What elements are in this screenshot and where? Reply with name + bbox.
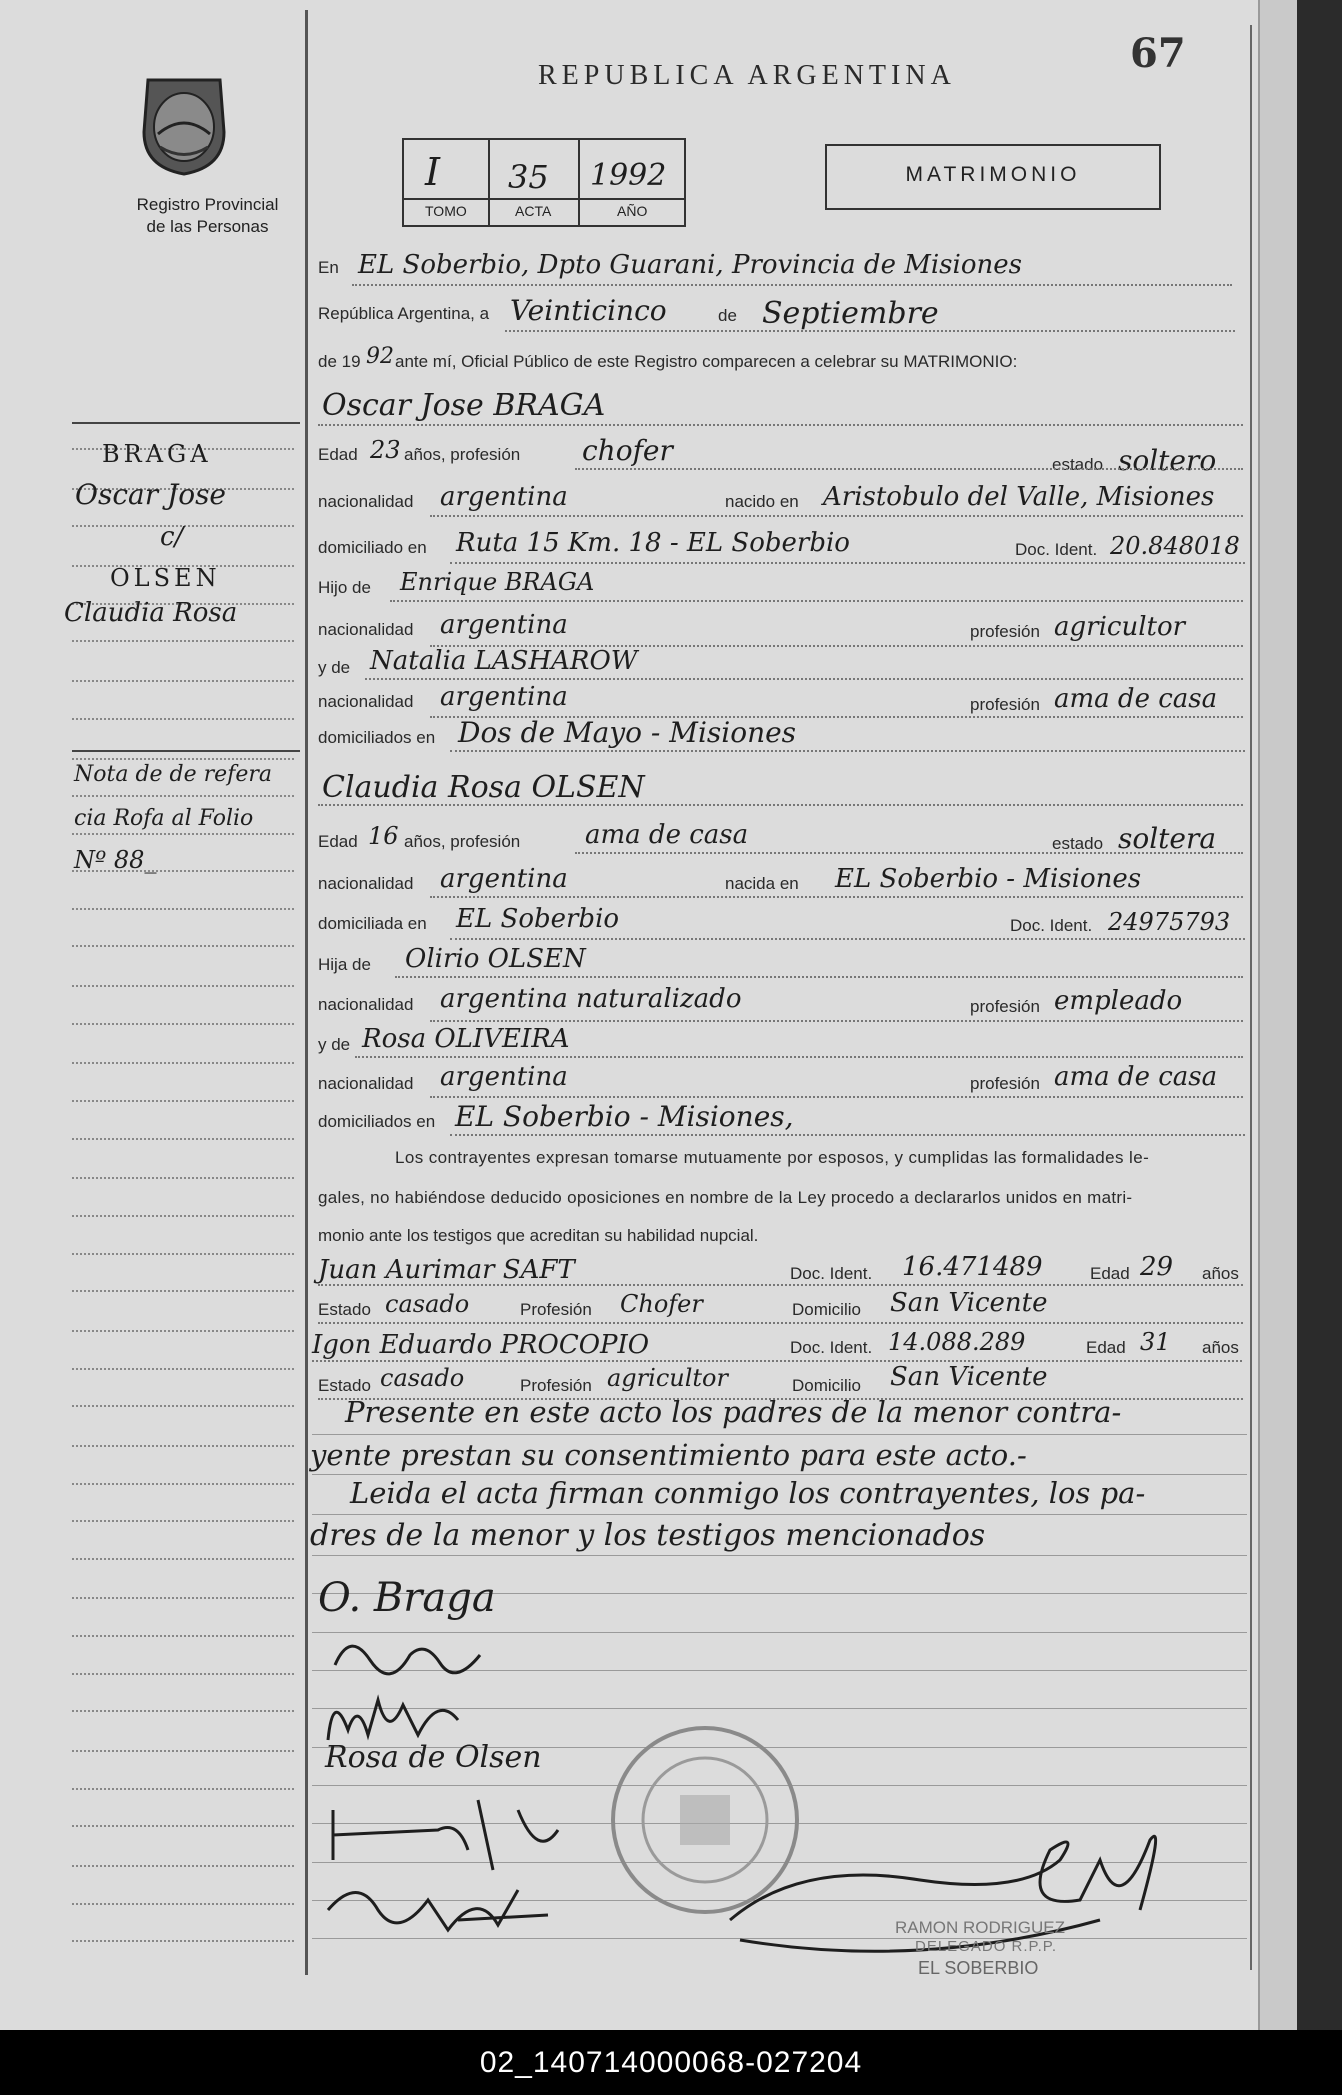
witness1-edad-label: Edad — [1090, 1264, 1130, 1283]
marriage-place: EL Soberbio, Dpto Guarani, Provincia de Misiones — [358, 250, 1022, 280]
witness2-estado-label: Estado — [318, 1376, 371, 1395]
marriage-month: Septiembre — [762, 296, 939, 331]
margin-line — [72, 640, 294, 643]
margin-line — [72, 1520, 294, 1523]
groom-edad: 23 — [370, 436, 401, 464]
margin-line — [72, 1597, 294, 1600]
groom-domicilio: Ruta 15 Km. 18 - EL Soberbio — [456, 528, 850, 558]
country-title: REPUBLICA ARGENTINA — [538, 60, 956, 91]
tomo-label: TOMO — [425, 203, 467, 219]
bride-domicilio: EL Soberbio — [456, 904, 620, 934]
marriage-day: Veinticinco — [510, 294, 667, 327]
margin-line — [72, 1710, 294, 1713]
note-line2: yente prestan su consentimiento para este acto.- — [310, 1438, 1027, 1472]
margin-line — [72, 1215, 294, 1218]
groom-edad-label: Edad — [318, 445, 358, 464]
groom-father-prof-label: profesión — [970, 622, 1040, 641]
groom-father-prof: agricultor — [1054, 612, 1186, 642]
year-suffix: 92 — [366, 344, 394, 369]
bride-father-prof-label: profesión — [970, 997, 1040, 1016]
fill-line — [355, 1056, 1243, 1058]
groom-nacido-label: nacido en — [725, 492, 799, 511]
bride-mother-nac: argentina — [440, 1062, 568, 1092]
margin-line — [72, 1483, 294, 1486]
margin-line — [72, 1100, 294, 1103]
fill-line — [390, 600, 1243, 602]
groom-parents-dom: Dos de Mayo - Misiones — [458, 716, 797, 749]
margin-line — [72, 1865, 294, 1868]
declaration-line2: gales, no habiéndose deducido oposiciones en nombre de la Ley procedo a declararlos unidos en matri- — [318, 1188, 1133, 1207]
witness1-domicilio-label: Domicilio — [792, 1300, 861, 1319]
witness1-doc-label: Doc. Ident. — [790, 1264, 873, 1283]
tomo-value: I — [425, 150, 441, 194]
witness2-doc-label: Doc. Ident. — [790, 1338, 873, 1357]
witness1-profesion-label: Profesión — [520, 1300, 592, 1319]
bride-estado-label: estado — [1052, 834, 1104, 853]
fill-line — [395, 976, 1243, 978]
groom-mother-nac-label: nacionalidad — [318, 692, 414, 711]
margin-line — [72, 1635, 294, 1638]
margin-line — [72, 945, 294, 948]
margin-separator — [72, 422, 300, 424]
fill-line — [575, 468, 1243, 470]
margin-note-line3: Nº 88_ — [74, 846, 157, 874]
margin-line — [72, 1023, 294, 1026]
bride-father-prof: empleado — [1054, 986, 1183, 1016]
act-type: MATRIMONIO — [905, 163, 1081, 186]
ano-label: AÑO — [617, 203, 648, 219]
margin-line — [72, 1253, 294, 1256]
fill-line — [318, 804, 1243, 806]
stamp-title: DELEGADO R.P.P. — [915, 1938, 1058, 1955]
margin-line — [72, 1825, 294, 1828]
en-label: En — [318, 258, 339, 277]
stamp-name: RAMON RODRIGUEZ — [895, 1918, 1065, 1937]
signature-groom: O. Braga — [318, 1575, 496, 1621]
margin-line — [72, 1290, 294, 1293]
bride-nacida-label: nacida en — [725, 874, 799, 893]
signature-witness2-scribble — [318, 1870, 578, 1955]
groom-nacionalidad: argentina — [440, 482, 568, 512]
bride-doc-label: Doc. Ident. — [1010, 916, 1093, 935]
groom-nacido: Aristobulo del Valle, Misiones — [823, 482, 1215, 512]
margin-line — [72, 795, 294, 798]
acta-label: ACTA — [515, 203, 552, 219]
margin-line — [72, 1558, 294, 1561]
bride-dom-label: domiciliada en — [318, 914, 427, 933]
fill-line — [505, 330, 1235, 332]
box-divider — [404, 198, 684, 200]
bride-estado: soltera — [1118, 822, 1217, 855]
fill-line — [430, 515, 1243, 517]
bride-mother-prof: ama de casa — [1054, 1062, 1218, 1092]
republica-label: República Argentina, a — [318, 304, 490, 323]
groom-nac-label: nacionalidad — [318, 492, 414, 511]
fill-line — [365, 678, 1243, 680]
margin-bride-surname: OLSEN — [110, 564, 221, 592]
margin-line — [72, 1788, 294, 1791]
witness2-domicilio-label: Domicilio — [792, 1376, 861, 1395]
margin-line — [72, 1138, 294, 1141]
ruled-line — [312, 1555, 1247, 1556]
groom-doc: 20.848018 — [1110, 532, 1240, 560]
groom-mother-nac: argentina — [440, 682, 568, 712]
bride-doc: 24975793 — [1108, 908, 1231, 936]
groom-profesion: chofer — [582, 434, 673, 467]
witness2-anos-label: años — [1202, 1338, 1239, 1357]
witness2-edad-label: Edad — [1086, 1338, 1126, 1357]
witness1-anos-label: años — [1202, 1264, 1239, 1283]
groom-father-nac: argentina — [440, 610, 568, 640]
signature-mother: Rosa de Olsen — [325, 1740, 542, 1775]
witness1-estado: casado — [385, 1290, 470, 1318]
margin-line — [72, 1903, 294, 1906]
right-rule — [1250, 25, 1252, 1970]
margin-line — [72, 1940, 294, 1943]
margin-note-line2: cia Rofa al Folio — [74, 806, 254, 831]
witness2-edad: 31 — [1140, 1328, 1171, 1356]
hija-label: Hija de — [318, 955, 371, 974]
fill-line — [352, 284, 1232, 286]
de-label: de — [718, 306, 737, 325]
margin-line — [72, 908, 294, 911]
yde-label-1: y de — [318, 658, 351, 677]
fill-line — [318, 1284, 1243, 1286]
margin-line — [72, 1330, 294, 1333]
ano-value: 1992 — [590, 158, 667, 193]
fill-line — [318, 1322, 1243, 1324]
fill-line — [430, 896, 1243, 898]
bride-parents-dom: EL Soberbio - Misiones, — [455, 1100, 794, 1133]
witness1-name: Juan Aurimar SAFT — [318, 1255, 575, 1285]
margin-line — [72, 718, 294, 721]
bride-mother-prof-label: profesión — [970, 1074, 1040, 1093]
declaration-line3: monio ante los testigos que acreditan su habilidad nupcial. — [318, 1226, 759, 1245]
margin-line — [72, 1673, 294, 1676]
groom-mother-prof: ama de casa — [1054, 684, 1218, 714]
box-divider — [578, 138, 580, 225]
witness2-domicilio: San Vicente — [890, 1362, 1048, 1392]
groom-parents-dom-label: domiciliados en — [318, 728, 436, 747]
witness2-doc: 14.088.289 — [888, 1328, 1026, 1356]
groom-anos-profesion: años, profesión — [404, 445, 521, 464]
fill-line — [575, 852, 1243, 854]
witness1-profesion: Chofer — [620, 1290, 703, 1318]
fill-line — [450, 938, 1245, 940]
margin-line — [72, 758, 294, 761]
witness1-domicilio: San Vicente — [890, 1288, 1048, 1318]
bride-full-name: Claudia Rosa OLSEN — [322, 770, 645, 805]
margin-line — [72, 1177, 294, 1180]
margin-note-line1: Nota de de refera — [74, 762, 272, 787]
bride-anos-profesion: años, profesión — [404, 832, 521, 851]
groom-estado: soltero — [1118, 444, 1217, 477]
margin-line — [72, 1750, 294, 1753]
margin-line — [72, 1062, 294, 1065]
note-line3: Leida el acta firman conmigo los contrayentes, los pa- — [350, 1476, 1146, 1510]
year-prefix: de 19 — [318, 352, 361, 371]
witness1-edad: 29 — [1140, 1252, 1174, 1282]
fill-line — [450, 1134, 1245, 1136]
groom-father-nac-label: nacionalidad — [318, 620, 414, 639]
margin-groom-names: Oscar Jose — [75, 478, 227, 511]
bride-father-nac: argentina naturalizado — [440, 984, 742, 1014]
groom-estado-label: estado — [1052, 455, 1104, 474]
groom-full-name: Oscar Jose BRAGA — [322, 388, 606, 423]
ruled-line — [312, 1474, 1247, 1475]
margin-connector: c/ — [160, 522, 184, 552]
bride-nacionalidad: argentina — [440, 864, 568, 894]
page-edge — [1258, 0, 1297, 2030]
witness2-estado: casado — [380, 1364, 465, 1392]
fill-line — [450, 750, 1245, 752]
page-number: 67 — [1130, 30, 1186, 77]
stamp-place: EL SOBERBIO — [918, 1958, 1039, 1978]
witness1-doc: 16.471489 — [902, 1252, 1043, 1282]
registry-name: Registro Provincial de las Personas — [136, 195, 279, 236]
witness2-name: Igon Eduardo PROCOPIO — [312, 1330, 650, 1360]
bride-father-nac-label: nacionalidad — [318, 995, 414, 1014]
ruled-line — [312, 1514, 1247, 1515]
groom-doc-label: Doc. Ident. — [1015, 540, 1098, 559]
note-line4: dres de la menor y los testigos mencionados — [310, 1518, 986, 1553]
acta-value: 35 — [508, 158, 549, 196]
margin-bride-names: Claudia Rosa — [64, 598, 238, 628]
groom-father: Enrique BRAGA — [400, 568, 595, 596]
margin-line — [72, 985, 294, 988]
bride-nac-label: nacionalidad — [318, 874, 414, 893]
fill-line — [450, 562, 1245, 564]
bride-mother: Rosa OLIVEIRA — [362, 1024, 570, 1054]
hijo-label: Hijo de — [318, 578, 371, 597]
margin-separator — [72, 750, 300, 752]
bride-nacida: EL Soberbio - Misiones — [835, 864, 1142, 894]
margin-line — [72, 1445, 294, 1448]
fill-line — [312, 1360, 1242, 1362]
bride-edad: 16 — [368, 822, 399, 850]
bride-parents-dom-label: domiciliados en — [318, 1112, 436, 1131]
margin-rule — [305, 10, 308, 1975]
bride-mother-nac-label: nacionalidad — [318, 1074, 414, 1093]
witness2-profesion-label: Profesión — [520, 1376, 592, 1395]
witness2-profesion: agricultor — [607, 1364, 728, 1392]
note-line1: Presente en este acto los padres de la menor contra- — [345, 1395, 1122, 1429]
margin-line — [72, 680, 294, 683]
margin-groom-surname: BRAGA — [102, 440, 212, 468]
fill-line — [430, 1020, 1243, 1022]
fill-line — [318, 424, 1243, 426]
ruled-line — [312, 1434, 1247, 1435]
bride-edad-label: Edad — [318, 832, 358, 851]
declaration-line1: Los contrayentes expresan tomarse mutuamente por esposos, y cumplidas las formalidades le- — [395, 1148, 1150, 1167]
bride-profesion: ama de casa — [585, 820, 749, 850]
yde-label-2: y de — [318, 1035, 351, 1054]
footer-id: 02_140714000068-027204 — [479, 2046, 863, 2079]
margin-line — [72, 1405, 294, 1408]
seal-icon — [138, 72, 230, 177]
groom-dom-label: domiciliado en — [318, 538, 427, 557]
margin-line — [72, 833, 294, 836]
margin-line — [72, 1368, 294, 1371]
intro-sentence: ante mí, Oficial Público de este Registro comparecen a celebrar su MATRIMONIO: — [395, 352, 1018, 371]
fill-line — [430, 1096, 1243, 1098]
bride-father: Olirio OLSEN — [405, 944, 586, 974]
witness1-estado-label: Estado — [318, 1300, 371, 1319]
box-divider — [488, 138, 490, 225]
groom-mother: Natalia LASHAROW — [370, 646, 638, 676]
groom-mother-prof-label: profesión — [970, 695, 1040, 714]
